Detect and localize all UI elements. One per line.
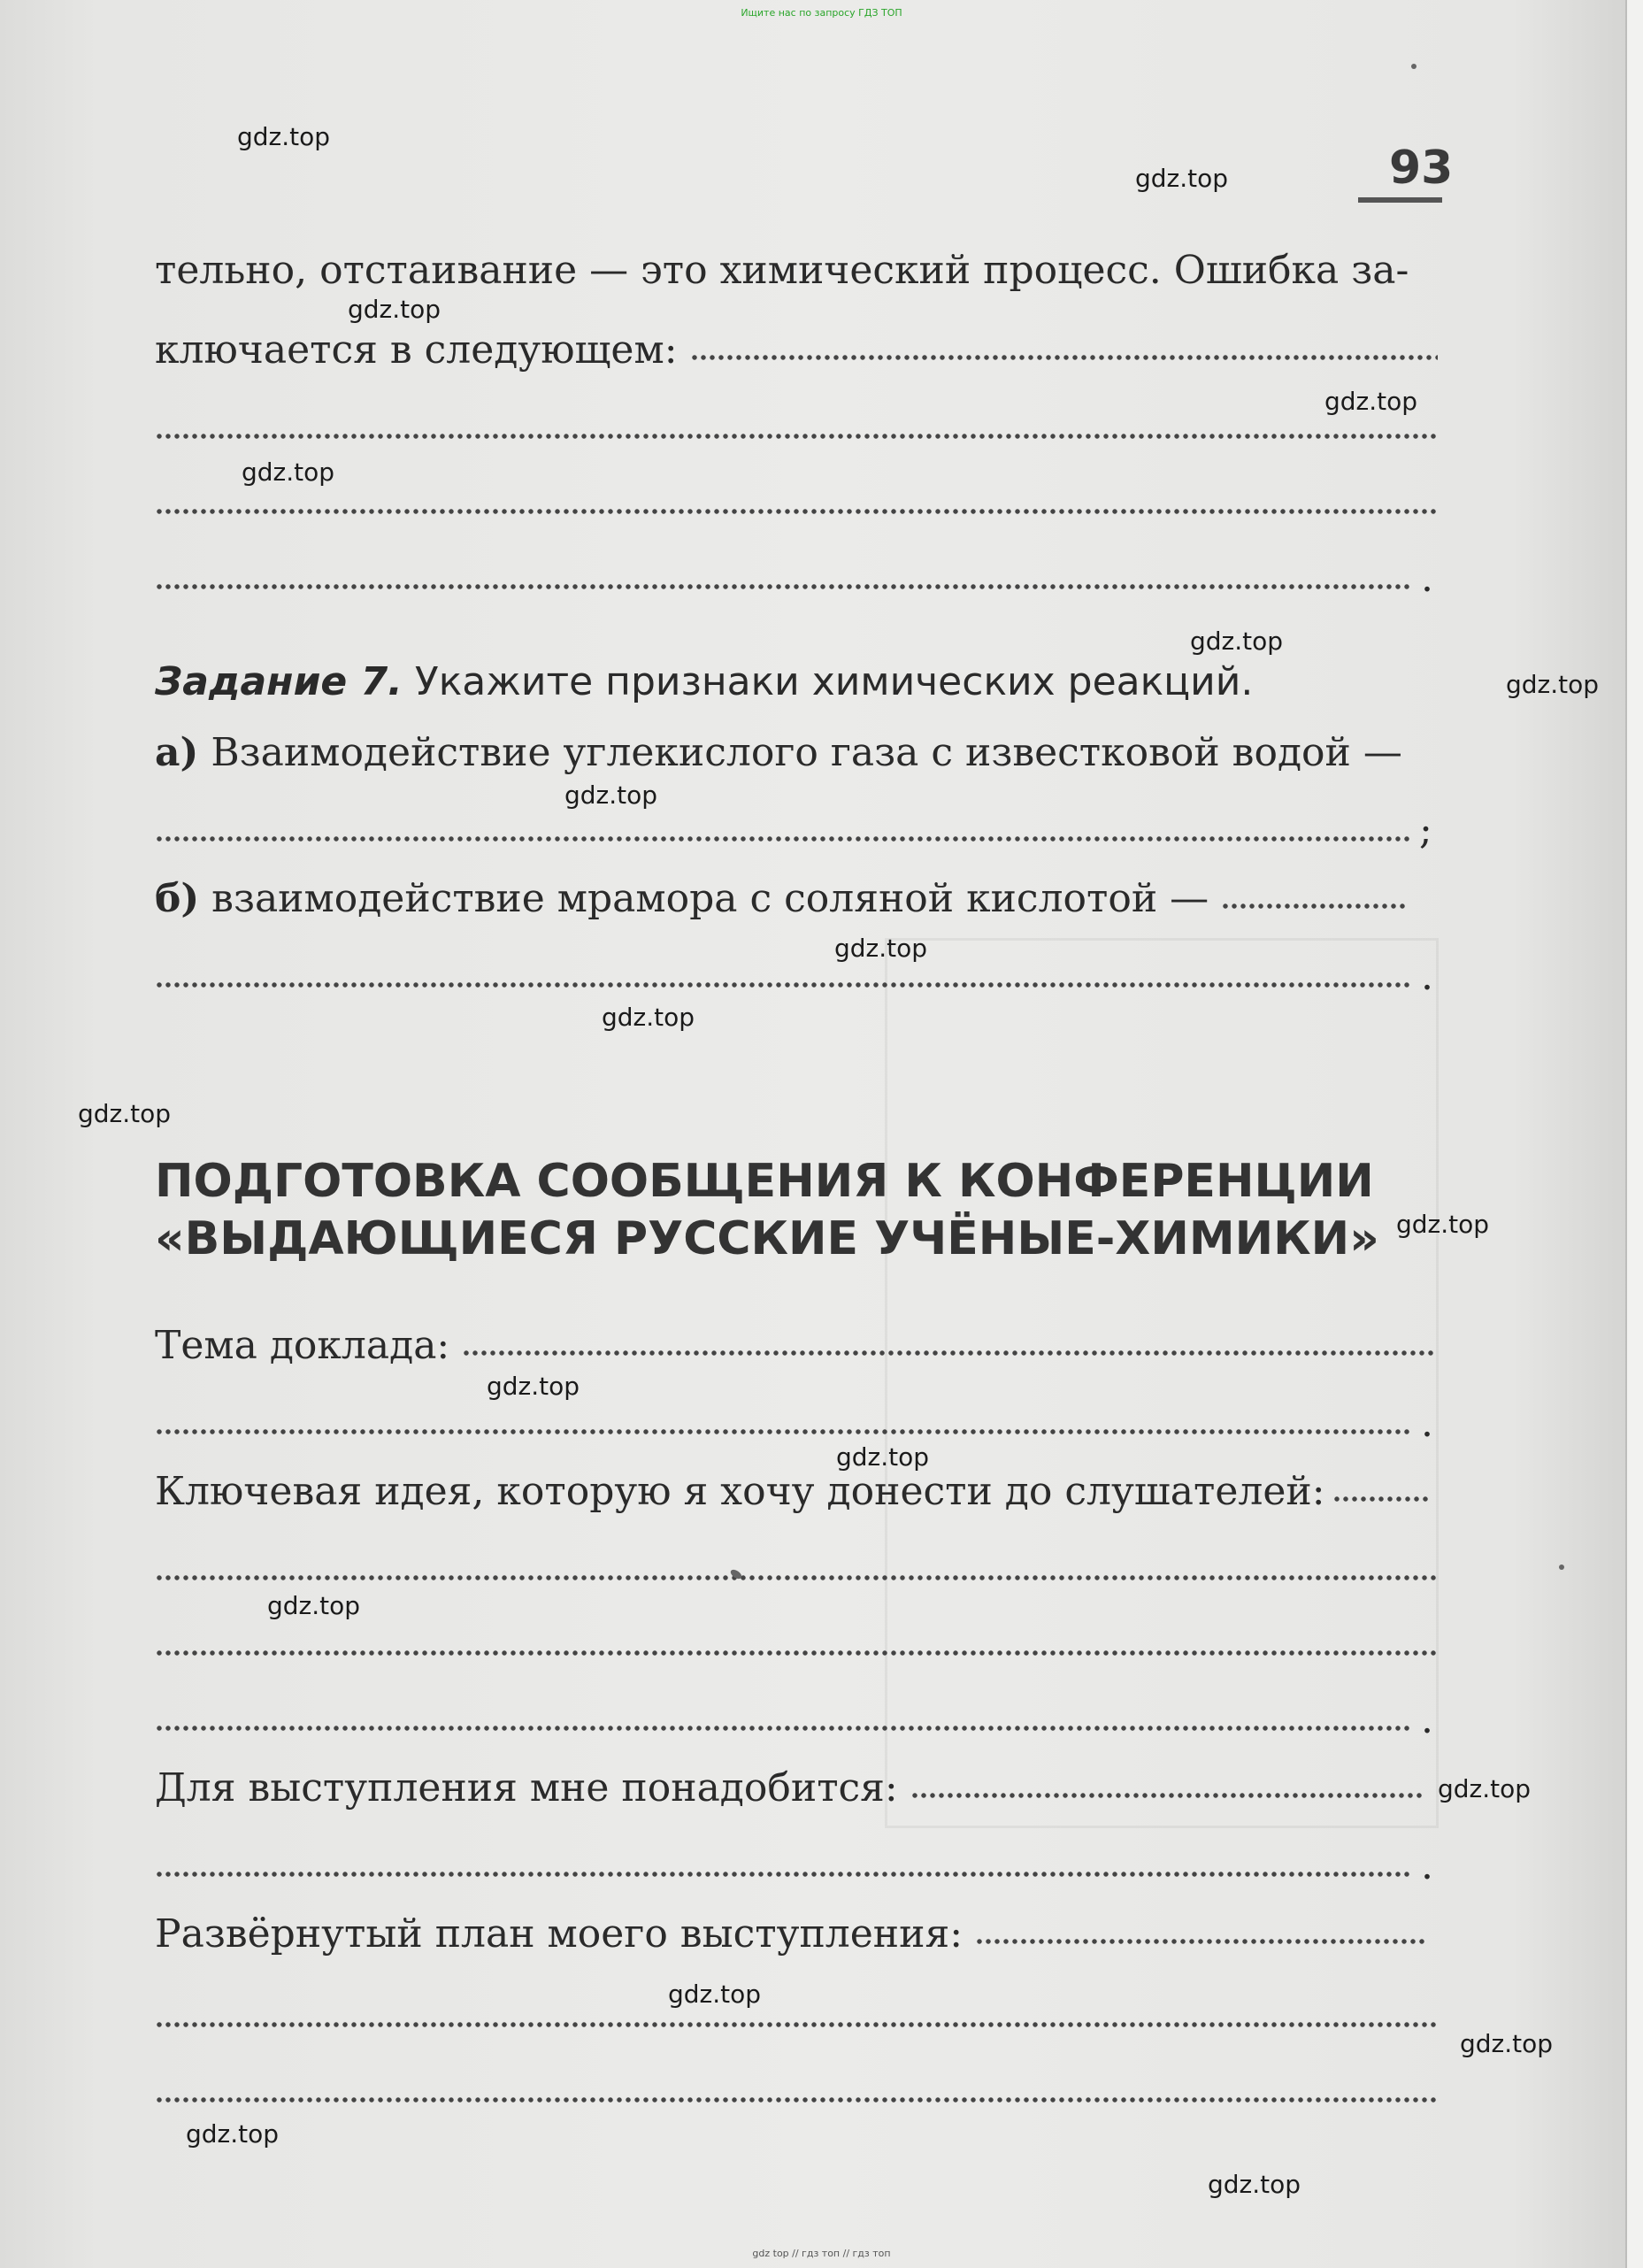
plan-answer-2[interactable] xyxy=(155,2095,1438,2105)
answer-end-mark: . xyxy=(1421,556,1433,601)
watermark: gdz.top xyxy=(242,457,335,487)
watermark: gdz.top xyxy=(1208,2170,1301,2199)
watermark: gdz.top xyxy=(834,934,928,963)
task7-heading xyxy=(155,659,1438,704)
section-title-line-2: «ВЫДАЮЩИЕСЯ РУССКИЕ УЧЁНЫЕ-ХИМИКИ» xyxy=(155,1212,1379,1265)
watermark: gdz.top xyxy=(836,1442,930,1472)
watermark: gdz.top xyxy=(487,1372,580,1401)
plan-label: Развёрнутый план моего выступления: xyxy=(155,1911,964,1957)
task7-text: Укажите признаки химических реакций. xyxy=(414,659,1254,704)
page-edge xyxy=(1625,0,1643,2268)
continuation-line-2 xyxy=(155,327,1438,373)
page-number-rule xyxy=(1358,197,1442,203)
watermark: gdz.top xyxy=(348,295,441,324)
bleed-through-table xyxy=(885,938,1439,1828)
watermark: gdz.top xyxy=(668,1980,762,2009)
plan-answer-1[interactable] xyxy=(155,2019,1438,2030)
topic-label: Тема доклада: xyxy=(155,1323,450,1368)
needs-end: . xyxy=(1421,1843,1433,1888)
watermark: gdz.top xyxy=(237,122,331,151)
task7-b-end: . xyxy=(1421,954,1433,999)
scan-speck xyxy=(1411,64,1417,69)
task7-b-dots xyxy=(1221,901,1407,911)
answer-line-3[interactable] xyxy=(155,581,1411,592)
watermark: gdz.top xyxy=(1438,1774,1532,1803)
footer: gdz top // гдз топ // гдз топ xyxy=(752,2248,891,2259)
topic-end: . xyxy=(1421,1401,1433,1446)
needs-line xyxy=(155,1765,1438,1811)
idea-answer-1[interactable] xyxy=(155,1572,1438,1583)
task7-b-label: б) xyxy=(155,876,200,921)
idea-label: Ключевая идея, которую я хочу донести до слушателей: xyxy=(155,1469,1325,1514)
idea-end: . xyxy=(1421,1697,1433,1742)
watermark: gdz.top xyxy=(186,2119,280,2149)
task7-a-label: а) xyxy=(155,730,199,775)
task7-a-end: ; xyxy=(1419,808,1432,853)
watermark: gdz.top xyxy=(1460,2029,1554,2058)
watermark: gdz.top xyxy=(1506,670,1600,699)
needs-label: Для выступления мне понадобится: xyxy=(155,1765,898,1811)
topic-answer[interactable] xyxy=(155,1426,1411,1437)
answer-line-2[interactable] xyxy=(155,506,1438,517)
watermark: gdz.top xyxy=(1396,1210,1490,1239)
idea-dots[interactable] xyxy=(1332,1494,1430,1504)
needs-answer[interactable] xyxy=(155,1869,1411,1880)
needs-dots[interactable] xyxy=(910,1790,1424,1801)
topic-dots[interactable] xyxy=(462,1348,1435,1358)
idea-answer-2[interactable] xyxy=(155,1648,1438,1658)
idea-line xyxy=(155,1469,1438,1514)
watermark: gdz.top xyxy=(564,780,658,810)
plan-dots[interactable] xyxy=(975,1936,1426,1947)
task7-a-line xyxy=(155,730,1438,775)
watermark: gdz.top xyxy=(1190,627,1284,656)
top-banner[interactable]: Ищите нас по запросу ГДЗ ТОП xyxy=(741,7,902,19)
scan-speck xyxy=(1559,1565,1564,1570)
answer-dots xyxy=(690,352,1438,363)
idea-answer-3[interactable] xyxy=(155,1723,1411,1734)
watermark: gdz.top xyxy=(78,1099,172,1128)
task7-a-answer[interactable] xyxy=(155,834,1411,844)
watermark: gdz.top xyxy=(267,1591,361,1620)
watermark: gdz.top xyxy=(602,1003,695,1032)
watermark: gdz.top xyxy=(1135,164,1229,193)
continuation-line-2-text: ключается в следующем: xyxy=(155,327,678,373)
watermark: gdz.top xyxy=(1324,387,1418,416)
section-title-line-1: ПОДГОТОВКА СООБЩЕНИЯ К КОНФЕРЕНЦИИ xyxy=(155,1155,1374,1208)
answer-line-1[interactable] xyxy=(155,431,1438,442)
task7-b-text: взаимодействие мрамора с соляной кислотой — xyxy=(211,876,1209,921)
continuation-line-1: тельно, отстаивание — это химический процесс. Ошибка за- xyxy=(155,248,1409,293)
topic-line xyxy=(155,1323,1438,1368)
task7-b-line xyxy=(155,876,1438,921)
task7-a-text: Взаимодействие углекислого газа с известковой водой — xyxy=(211,730,1402,775)
plan-line xyxy=(155,1911,1438,1957)
page-number: 93 xyxy=(1389,142,1454,195)
task7-label: Задание 7. xyxy=(155,659,403,704)
task7-b-answer[interactable] xyxy=(155,980,1411,990)
